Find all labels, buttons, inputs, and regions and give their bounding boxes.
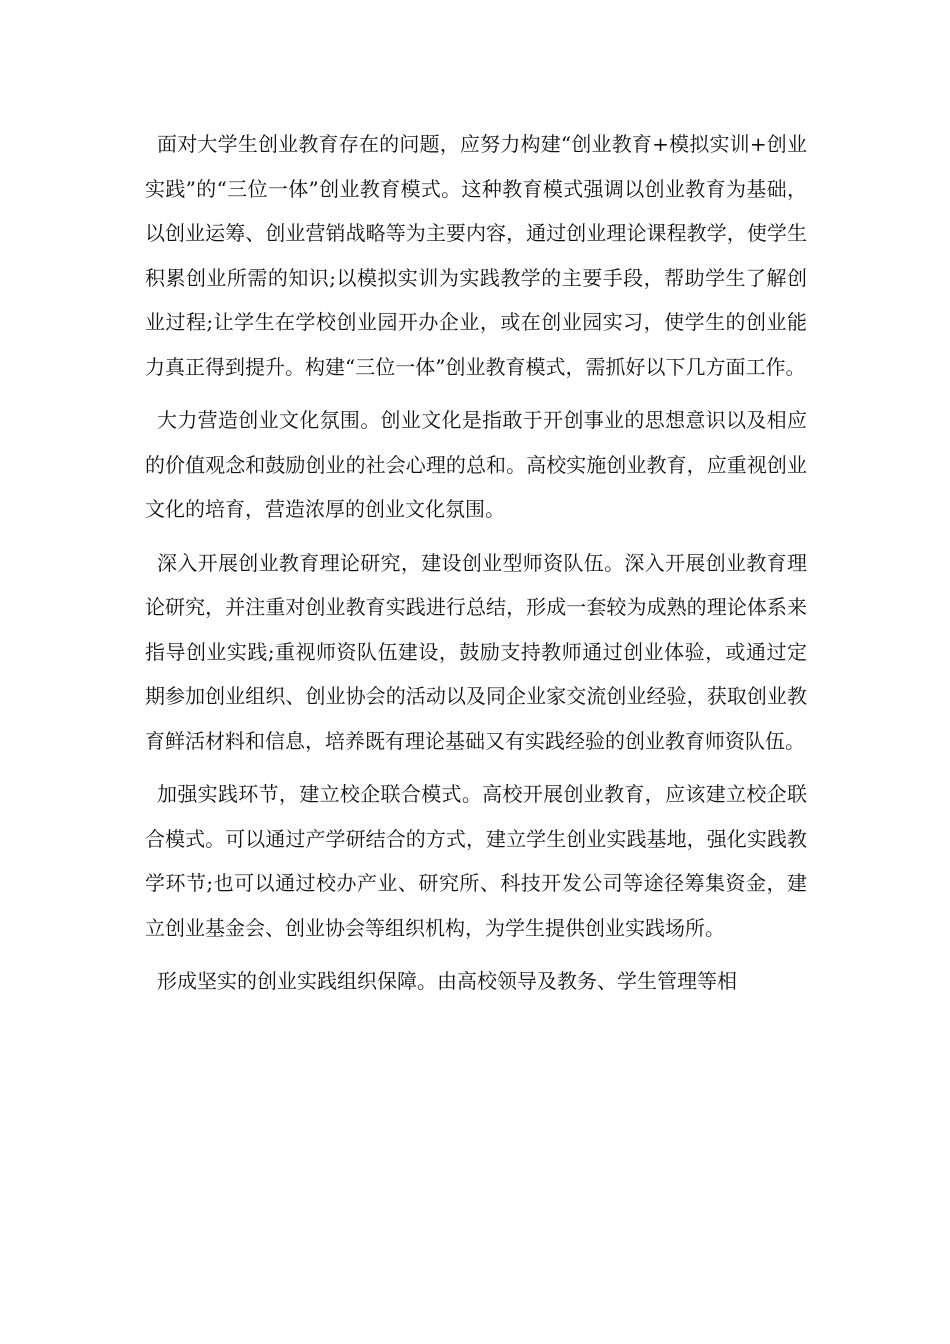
paragraph-entrepreneurship-culture: 大力营造创业文化氛围。创业文化是指敢于开创事业的思想意识以及相应的价值观念和鼓励创业的社会心理的总和。高校实施创业教育，应重视创业文化的培育，营造浓厚的创业文化氛围。 bbox=[145, 408, 807, 521]
document-body bbox=[145, 122, 807, 1013]
paragraph-theory-and-faculty: 深入开展创业教育理论研究，建设创业型师资队伍。深入开展创业教育理论研究，并注重对创业教育实践进行总结，形成一套较为成熟的理论体系来指导创业实践;重视师资队伍建设，鼓励支持教师通过创业体验，或通过定期参加创业组织、创业协会的活动以及同企业家交流创业经验，获取创业教育鲜活材料和信息，培养既有理论基础又有实践经验的创业教育师资队伍。 bbox=[145, 550, 807, 753]
paragraph-organization-guarantee: 形成坚实的创业实践组织保障。由高校领导及教务、学生管理等相 bbox=[157, 969, 737, 993]
paragraph-school-enterprise: 加强实践环节，建立校企联合模式。高校开展创业教育，应该建立校企联合模式。可以通过产学研结合的方式，建立学生创业实践基地，强化实践教学环节;也可以通过校办产业、研究所、科技开发公司等途径筹集资金，建立创业基金会、创业协会等组织机构，为学生提供创业实践场所。 bbox=[145, 782, 807, 940]
paragraph-intro: 面对大学生创业教育存在的问题，应努力构建“创业教育+模拟实训+创业实践”的“三位一体”创业教育模式。这种教育模式强调以创业教育为基础，以创业运筹、创业营销战略等为主要内容，通过创业理论课程教学，使学生积累创业所需的知识;以模拟实训为实践教学的主要手段，帮助学生了解创业过程;让学生在学校创业园开办企业，或在创业园实习，使学生的创业能力真正得到提升。构建“三位一体”创业教育模式，需抓好以下几方面工作。 bbox=[145, 132, 807, 379]
